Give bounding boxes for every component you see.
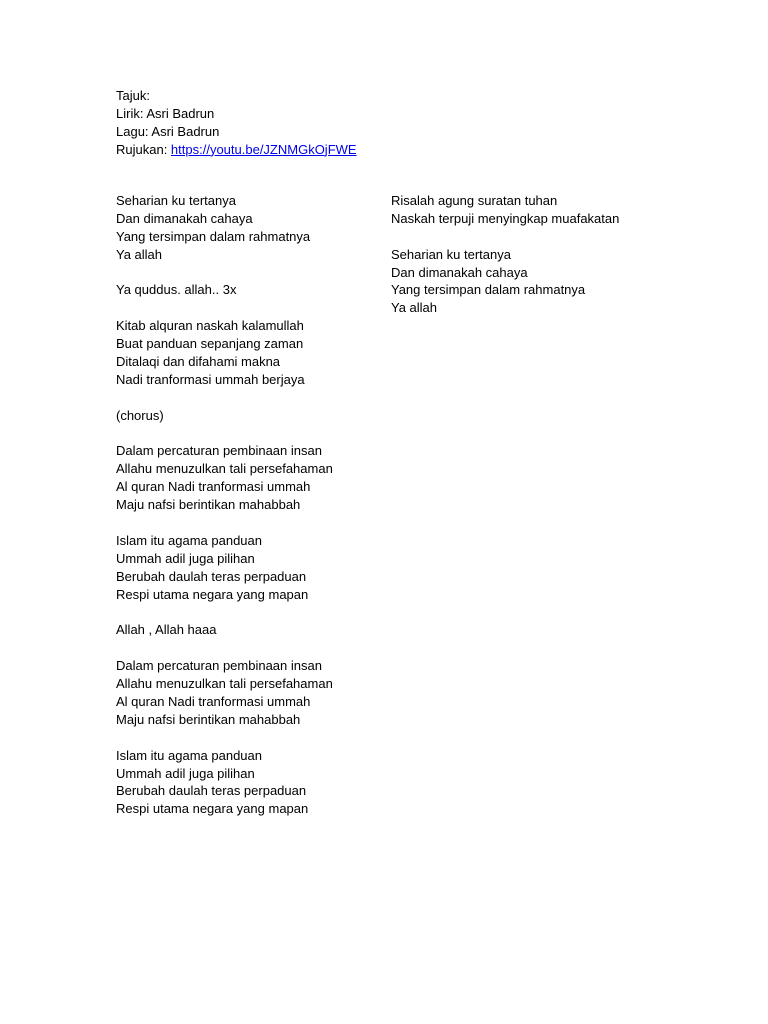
lyrics-line: Ya allah — [391, 300, 438, 316]
lyrics-stanza — [116, 407, 333, 425]
lyrics-line: Seharian ku tertanya — [116, 193, 236, 208]
lyrics-stanza — [391, 246, 619, 318]
stanza-gap — [391, 228, 619, 246]
stanza-gap — [116, 264, 333, 282]
lyrics-line: Risalah agung suratan tuhan — [391, 193, 558, 208]
lyrics-stanza — [116, 192, 333, 264]
lyrics-stanza — [116, 621, 333, 639]
lyrics-stanza — [116, 317, 333, 389]
lyrics-line: Ya allah — [116, 246, 163, 262]
reference-line — [116, 141, 357, 159]
stanza-gap — [116, 729, 333, 747]
lyrics-line: Islam itu agama panduan — [116, 532, 262, 548]
lyrics-line: Ummah adil juga pilihan — [116, 765, 255, 781]
lyrics-right-column — [391, 192, 619, 317]
lyrics-line: Respi utama negara yang mapan — [116, 801, 309, 817]
lyrics-line: Dan dimanakah cahaya — [391, 264, 528, 280]
lyrics-line: Seharian ku tertanya — [391, 246, 511, 262]
lyrics-stanza — [116, 532, 333, 604]
lyrics-line: Islam itu agama panduan — [116, 747, 262, 763]
lyrics-line: Maju nafsi berintikan mahabbah — [116, 497, 301, 513]
lyrics-line: Allahu menuzulkan tali persefahaman — [116, 461, 333, 477]
lyrics-line: Respi utama negara yang mapan — [116, 586, 309, 602]
lyrics-line: (chorus) — [116, 407, 164, 423]
lyrics-stanza — [116, 442, 333, 514]
lyrics-line: Dalam percaturan pembinaan insan — [116, 658, 322, 674]
lyrics-line: Allah , Allah haaa — [116, 622, 217, 638]
lyrics-line: Nadi tranformasi ummah berjaya — [116, 371, 305, 387]
music-credit: Lagu: Asri Badrun — [116, 123, 220, 139]
reference-link[interactable]: https://youtu.be/JZNMGkOjFWE — [170, 141, 357, 157]
lyrics-line: Dan dimanakah cahaya — [116, 210, 253, 226]
lyrics-stanza — [391, 192, 619, 228]
lyrics-line: Ya quddus. allah.. 3x — [116, 282, 237, 298]
lyrics-line: Ditalaqi dan difahami makna — [116, 354, 281, 370]
lyrics-stanza — [116, 657, 333, 729]
lyrics-line: Al quran Nadi tranformasi ummah — [116, 693, 311, 709]
lyrics-line: Maju nafsi berintikan mahabbah — [116, 711, 301, 727]
stanza-gap — [116, 299, 333, 317]
lyrics-stanza — [116, 281, 333, 299]
lyrics-line: Yang tersimpan dalam rahmatnya — [116, 228, 311, 244]
lyrics-line: Berubah daulah teras perpaduan — [116, 783, 307, 799]
lyrics-left-column — [116, 192, 333, 818]
lyrics-stanza — [116, 747, 333, 819]
lyrics-line: Allahu menuzulkan tali persefahaman — [116, 676, 333, 692]
song-header — [116, 87, 357, 159]
lyrics-line: Naskah terpuji menyingkap muafakatan — [391, 210, 620, 226]
lyrics-line: Kitab alquran naskah kalamullah — [116, 318, 304, 334]
lyrics-line: Yang tersimpan dalam rahmatnya — [391, 282, 586, 298]
stanza-gap — [116, 603, 333, 621]
lyrics-line: Buat panduan sepanjang zaman — [116, 336, 304, 352]
lyrics-line: Ummah adil juga pilihan — [116, 550, 255, 566]
title-label: Tajuk: — [116, 88, 150, 103]
lyrics-line: Al quran Nadi tranformasi ummah — [116, 479, 311, 495]
lyrics-line: Berubah daulah teras perpaduan — [116, 568, 307, 584]
stanza-gap — [116, 425, 333, 443]
reference-label: Rujukan: — [116, 141, 171, 157]
stanza-gap — [116, 514, 333, 532]
lyrics-line: Dalam percaturan pembinaan insan — [116, 443, 322, 459]
lyrics-credit: Lirik: Asri Badrun — [116, 105, 215, 121]
stanza-gap — [116, 639, 333, 657]
stanza-gap — [116, 389, 333, 407]
